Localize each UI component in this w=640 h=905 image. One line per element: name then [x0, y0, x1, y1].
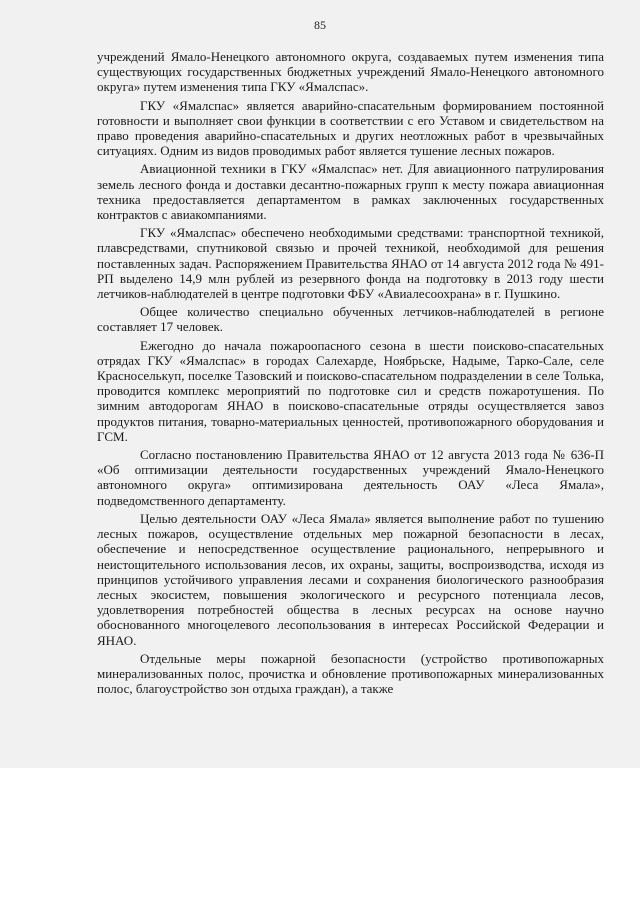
paragraph: Согласно постановлению Правительства ЯНАО от 12 августа 2013 года № 636-П «Об оптимизации деятельности государственных учреждений Ямало-Ненецкого автономного округа» оптимизирована деятельность ОАУ «Леса Ямала», подведомственного департаменту.	[97, 447, 604, 508]
paragraph: Авиационной техники в ГКУ «Ямалспас» нет. Для авиационного патрулирования земель лесного фонда и доставки десантно-пожарных групп к месту пожара авиационная техника предоставляется департаментом в рамках заключенных государственных контрактов с авиакомпаниями.	[97, 161, 604, 223]
paragraph: Отдельные меры пожарной безопасности (устройство противопожарных минерализованных полос, прочистка и обновление противопожарных минерализованных полос, благоустройство зон отдыха граждан), а также	[97, 650, 604, 697]
paragraph: Ежегодно до начала пожароопасного сезона в шести поисково-спасательных отрядах ГКУ «Ямалспас» в городах Салехарде, Ноябрьске, Надыме, Тарко-Сале, селе Красноселькуп, поселке Тазовский и поисково-спасательном подразделении в селе Толька, проводится комплекс мероприятий по подготовке сил и средств пожаротушения. По зимним автодорогам ЯНАО в поисково-спасательные отряды осуществляется завоз продуктов питания, товарно-материальных ценностей, противопожарного оборудования и ГСМ.	[97, 337, 604, 444]
paragraph: учреждений Ямало-Ненецкого автономного округа, создаваемых путем изменения типа существующих государственных бюджетных учреждений Ямало-Ненецкого автономного округа» путем изменения типа ГКУ «Ямалспас».	[97, 49, 604, 95]
paragraph: Целью деятельности ОАУ «Леса Ямала» является выполнение работ по тушению лесных пожаров, осуществление отдельных мер пожарной безопасности в лесах, обеспечение и непосредственное осуществление рационального, непрерывного и неистощительного использования лесов, их охраны, защиты, воспроизводства, исходя из принципов устойчивого управления лесами и сохранения биологического разнообразия лесных экосистем, повышения экологического и ресурсного потенциала лесов, удовлетворения потребностей общества в лесных ресурсах на основе научно обоснованного многоцелевого лесопользования в интересах Российской Федерации и ЯНАО.	[97, 510, 604, 648]
page-number: 85	[314, 18, 326, 32]
paragraph: Общее количество специально обученных летчиков-наблюдателей в регионе составляет 17 человек.	[97, 304, 604, 335]
document-body	[97, 49, 604, 699]
paragraph: ГКУ «Ямалспас» обеспечено необходимыми средствами: транспортной техникой, плавсредствами, спутниковой связью и прочей техникой, необходимой для решения поставленных задач. Распоряжением Правительства ЯНАО от 14 августа 2012 года № 491-РП выделено 14,9 млн рублей из резервного фонда на подготовку в 2013 году шести летчиков-наблюдателей в центре подготовки ФБУ «Авиалесоохрана» в г. Пушкино.	[97, 225, 604, 302]
paragraph: ГКУ «Ямалспас» является аварийно-спасательным формированием постоянной готовности и выполняет свои функции в соответствии с его Уставом и свидетельством на право проведения аварийно-спасательных и других неотложных работ в чрезвычайных ситуациях. Одним из видов проводимых работ является тушение лесных пожаров.	[97, 97, 604, 159]
